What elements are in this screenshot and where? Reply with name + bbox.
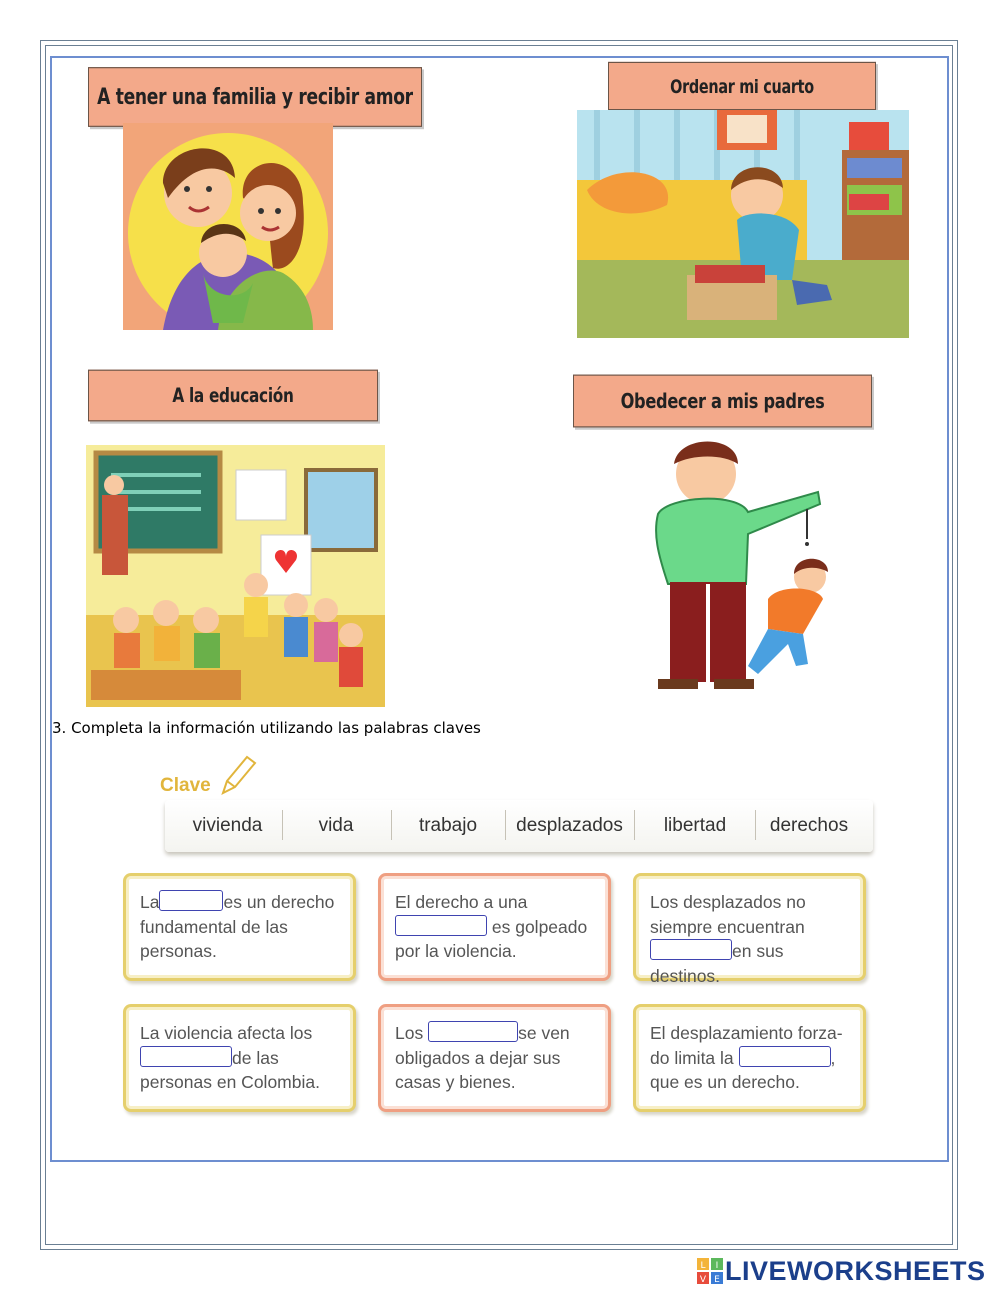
card-6-after: , que es un derecho.: [650, 1047, 836, 1092]
answer-input-2[interactable]: [395, 915, 487, 936]
card-2-before: El derecho a una: [395, 892, 528, 912]
logo-letter-2: I: [715, 1261, 719, 1271]
family-illustration: [123, 123, 333, 330]
logo-text: LIVEWORKSHEETS: [725, 1255, 986, 1286]
keyword-1[interactable]: vivienda: [192, 815, 263, 836]
keyword-5[interactable]: libertad: [663, 815, 727, 836]
card-1: [123, 873, 356, 981]
card-1-after: es un derecho fundamental de las personas.: [140, 892, 335, 961]
answer-input-5[interactable]: [428, 1021, 518, 1042]
label-cuarto: Ordenar mi cuarto: [608, 62, 876, 110]
classroom-illustration: [86, 445, 385, 707]
card-3-after: en sus destinos.: [650, 941, 784, 986]
keyword-6[interactable]: derechos: [769, 815, 849, 836]
room-illustration: [577, 110, 909, 338]
label-educacion: A la educación: [88, 370, 378, 422]
card-5-before: Los: [395, 1023, 424, 1043]
card-6-before: El desplazamiento forza-do limita la: [650, 1023, 843, 1068]
keyword-4[interactable]: desplazados: [516, 815, 623, 836]
card-2-after: es golpeado por la violencia.: [395, 916, 588, 961]
card-2: [378, 873, 611, 981]
card-5: [378, 1004, 611, 1112]
card-3-before: Los desplazados no siempre encuentran: [650, 892, 806, 937]
answer-input-6[interactable]: [739, 1046, 831, 1067]
father-son-illustration: [628, 434, 840, 690]
label-obedecer: Obedecer a mis padres: [573, 375, 872, 428]
liveworksheets-logo: [697, 1256, 986, 1286]
card-1-before: La: [140, 892, 160, 912]
label-familia: A tener una familia y recibir amor: [88, 67, 422, 127]
logo-grid-icon: [697, 1258, 723, 1284]
card-4: [123, 1004, 356, 1112]
pencil-icon: [217, 753, 257, 799]
logo-letter-4: E: [714, 1275, 720, 1284]
key-title: Clave: [160, 775, 211, 796]
logo-letter-3: V: [699, 1275, 707, 1284]
instruction-text: 3. Completa la información utilizando las palabras claves: [52, 719, 481, 737]
answer-input-4[interactable]: [140, 1046, 232, 1067]
keyword-3[interactable]: trabajo: [418, 815, 478, 836]
card-4-after: de las personas en Colombia.: [140, 1047, 320, 1092]
card-5-after: se ven obligados a dejar sus casas y bienes.: [395, 1023, 570, 1092]
card-4-before: La violencia afecta los: [140, 1023, 313, 1043]
keyword-2[interactable]: vida: [318, 815, 354, 836]
keyword-strip: [165, 800, 873, 852]
answer-input-1[interactable]: [159, 890, 223, 911]
answer-input-3[interactable]: [650, 939, 732, 960]
card-3: [633, 873, 866, 986]
card-6: [633, 1004, 866, 1112]
logo-letter-1: L: [700, 1261, 706, 1271]
